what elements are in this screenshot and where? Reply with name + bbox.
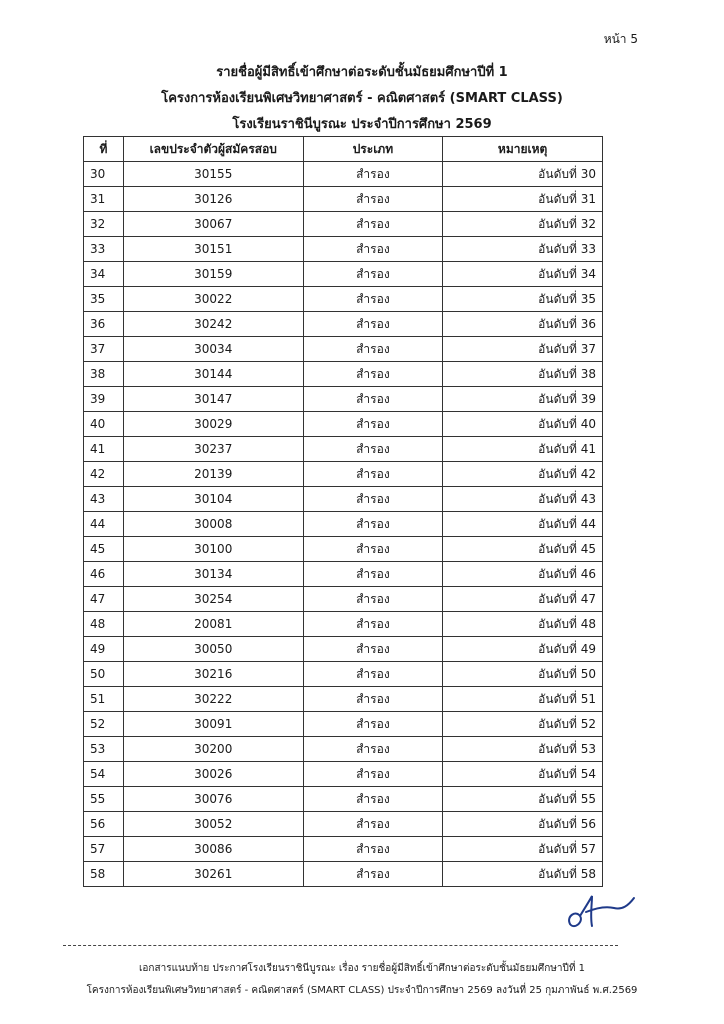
cell-remark: อันดับที่ 34 [443,262,603,287]
cell-type: สำรอง [303,237,443,262]
cell-type: สำรอง [303,462,443,487]
cell-type: สำรอง [303,212,443,237]
title-line-1: รายชื่อผู้มีสิทธิ์เข้าศึกษาต่อระดับชั้นมัธยมศึกษาปีที่ 1 [216,65,508,80]
cell-remark: อันดับที่ 54 [443,762,603,787]
column-header-no: ที่ [84,137,124,162]
cell-applicant-id: 30100 [123,537,303,562]
cell-no: 45 [84,537,124,562]
table-row [84,812,603,837]
cell-applicant-id: 30067 [123,212,303,237]
table-row [84,787,603,812]
cell-applicant-id: 30147 [123,387,303,412]
table-row [84,412,603,437]
cell-type: สำรอง [303,687,443,712]
cell-remark: อันดับที่ 38 [443,362,603,387]
cell-type: สำรอง [303,512,443,537]
cell-remark: อันดับที่ 30 [443,162,603,187]
cell-no: 54 [84,762,124,787]
cell-remark: อันดับที่ 45 [443,537,603,562]
cell-type: สำรอง [303,812,443,837]
cell-no: 53 [84,737,124,762]
table-row [84,362,603,387]
column-header-applicant-id: เลขประจำตัวผู้สมัครสอบ [123,137,303,162]
cell-no: 58 [84,862,124,887]
cell-applicant-id: 30200 [123,737,303,762]
cell-type: สำรอง [303,287,443,312]
table-row [84,337,603,362]
cell-remark: อันดับที่ 46 [443,562,603,587]
cell-applicant-id: 30151 [123,237,303,262]
cell-no: 33 [84,237,124,262]
table-row [84,762,603,787]
cell-type: สำรอง [303,737,443,762]
title-line-2: โครงการห้องเรียนพิเศษวิทยาศาสตร์ - คณิตศาสตร์ (SMART CLASS) [161,91,563,106]
cell-no: 35 [84,287,124,312]
cell-type: สำรอง [303,637,443,662]
cell-applicant-id: 30076 [123,787,303,812]
document-footer [0,958,724,1002]
cell-no: 50 [84,662,124,687]
footer-line-2: โครงการห้องเรียนพิเศษวิทยาศาสตร์ - คณิตศาสตร์ (SMART CLASS) ประจำปีการศึกษา 2569 ลงวันที่ 25 กุมภาพันธ์ พ.ศ.2569 [86,985,638,996]
cell-applicant-id: 30022 [123,287,303,312]
table-body [84,162,603,887]
cell-applicant-id: 30029 [123,412,303,437]
cell-type: สำรอง [303,362,443,387]
column-header-type: ประเภท [303,137,443,162]
cell-type: สำรอง [303,862,443,887]
cell-no: 31 [84,187,124,212]
cell-remark: อันดับที่ 47 [443,587,603,612]
cell-applicant-id: 30126 [123,187,303,212]
cell-applicant-id: 30242 [123,312,303,337]
footer-line-1: เอกสารแนบท้าย ประกาศโรงเรียนราชินีบูรณะ เรื่อง รายชื่อผู้มีสิทธิ์เข้าศึกษาต่อระดับชั้นมัธยมศึกษาปีที่ 1 [139,963,585,974]
cell-remark: อันดับที่ 40 [443,412,603,437]
cell-remark: อันดับที่ 51 [443,687,603,712]
candidate-table [83,136,603,887]
cell-applicant-id: 30237 [123,437,303,462]
cell-remark: อันดับที่ 52 [443,712,603,737]
cell-no: 49 [84,637,124,662]
cell-applicant-id: 30144 [123,362,303,387]
title-line-3: โรงเรียนราชินีบูรณะ ประจำปีการศึกษา 2569 [232,117,492,132]
cell-type: สำรอง [303,587,443,612]
table-row [84,262,603,287]
cell-remark: อันดับที่ 48 [443,612,603,637]
table-row [84,637,603,662]
cell-type: สำรอง [303,762,443,787]
cell-no: 48 [84,612,124,637]
cell-no: 40 [84,412,124,437]
table-row [84,237,603,262]
cell-remark: อันดับที่ 35 [443,287,603,312]
cell-applicant-id: 30134 [123,562,303,587]
cell-remark: อันดับที่ 53 [443,737,603,762]
cell-applicant-id: 30050 [123,637,303,662]
table-header-row [84,137,603,162]
table-row [84,712,603,737]
cell-remark: อันดับที่ 31 [443,187,603,212]
footer-divider [63,945,618,946]
cell-no: 30 [84,162,124,187]
document-header [0,60,724,138]
cell-no: 56 [84,812,124,837]
cell-type: สำรอง [303,562,443,587]
cell-type: สำรอง [303,387,443,412]
cell-applicant-id: 30008 [123,512,303,537]
cell-remark: อันดับที่ 44 [443,512,603,537]
table-row [84,387,603,412]
cell-type: สำรอง [303,837,443,862]
cell-remark: อันดับที่ 42 [443,462,603,487]
table-row [84,737,603,762]
cell-remark: อันดับที่ 33 [443,237,603,262]
table-row [84,512,603,537]
cell-remark: อันดับที่ 41 [443,437,603,462]
signature [562,886,642,940]
cell-type: สำรอง [303,537,443,562]
cell-no: 37 [84,337,124,362]
table-row [84,437,603,462]
cell-remark: อันดับที่ 55 [443,787,603,812]
cell-applicant-id: 30026 [123,762,303,787]
cell-no: 39 [84,387,124,412]
cell-no: 34 [84,262,124,287]
cell-applicant-id: 30261 [123,862,303,887]
cell-no: 36 [84,312,124,337]
cell-applicant-id: 30034 [123,337,303,362]
cell-no: 51 [84,687,124,712]
table-row [84,187,603,212]
table-row [84,587,603,612]
cell-applicant-id: 20139 [123,462,303,487]
table-row [84,287,603,312]
cell-no: 46 [84,562,124,587]
table-row [84,612,603,637]
table-row [84,162,603,187]
cell-no: 41 [84,437,124,462]
table-row [84,462,603,487]
cell-no: 47 [84,587,124,612]
table-row [84,212,603,237]
cell-type: สำรอง [303,262,443,287]
cell-applicant-id: 20081 [123,612,303,637]
table-row [84,687,603,712]
table-row [84,862,603,887]
page-number: หน้า 5 [603,32,638,46]
cell-type: สำรอง [303,662,443,687]
cell-applicant-id: 30086 [123,837,303,862]
cell-remark: อันดับที่ 57 [443,837,603,862]
cell-remark: อันดับที่ 56 [443,812,603,837]
cell-no: 38 [84,362,124,387]
cell-remark: อันดับที่ 58 [443,862,603,887]
cell-no: 52 [84,712,124,737]
cell-applicant-id: 30254 [123,587,303,612]
cell-no: 44 [84,512,124,537]
cell-no: 55 [84,787,124,812]
cell-type: สำรอง [303,312,443,337]
cell-applicant-id: 30159 [123,262,303,287]
cell-type: สำรอง [303,337,443,362]
cell-remark: อันดับที่ 43 [443,487,603,512]
cell-type: สำรอง [303,487,443,512]
column-header-remark: หมายเหตุ [443,137,603,162]
cell-type: สำรอง [303,187,443,212]
cell-remark: อันดับที่ 36 [443,312,603,337]
cell-applicant-id: 30104 [123,487,303,512]
cell-remark: อันดับที่ 39 [443,387,603,412]
cell-type: สำรอง [303,162,443,187]
cell-remark: อันดับที่ 37 [443,337,603,362]
cell-applicant-id: 30222 [123,687,303,712]
cell-no: 43 [84,487,124,512]
cell-type: สำรอง [303,787,443,812]
cell-type: สำรอง [303,412,443,437]
table-row [84,837,603,862]
table-row [84,662,603,687]
cell-applicant-id: 30052 [123,812,303,837]
cell-no: 42 [84,462,124,487]
cell-applicant-id: 30091 [123,712,303,737]
cell-type: สำรอง [303,437,443,462]
cell-type: สำรอง [303,712,443,737]
cell-type: สำรอง [303,612,443,637]
cell-no: 57 [84,837,124,862]
cell-no: 32 [84,212,124,237]
table-row [84,562,603,587]
cell-remark: อันดับที่ 32 [443,212,603,237]
table-row [84,537,603,562]
cell-remark: อันดับที่ 50 [443,662,603,687]
table-row [84,312,603,337]
cell-remark: อันดับที่ 49 [443,637,603,662]
table-row [84,487,603,512]
cell-applicant-id: 30155 [123,162,303,187]
cell-applicant-id: 30216 [123,662,303,687]
